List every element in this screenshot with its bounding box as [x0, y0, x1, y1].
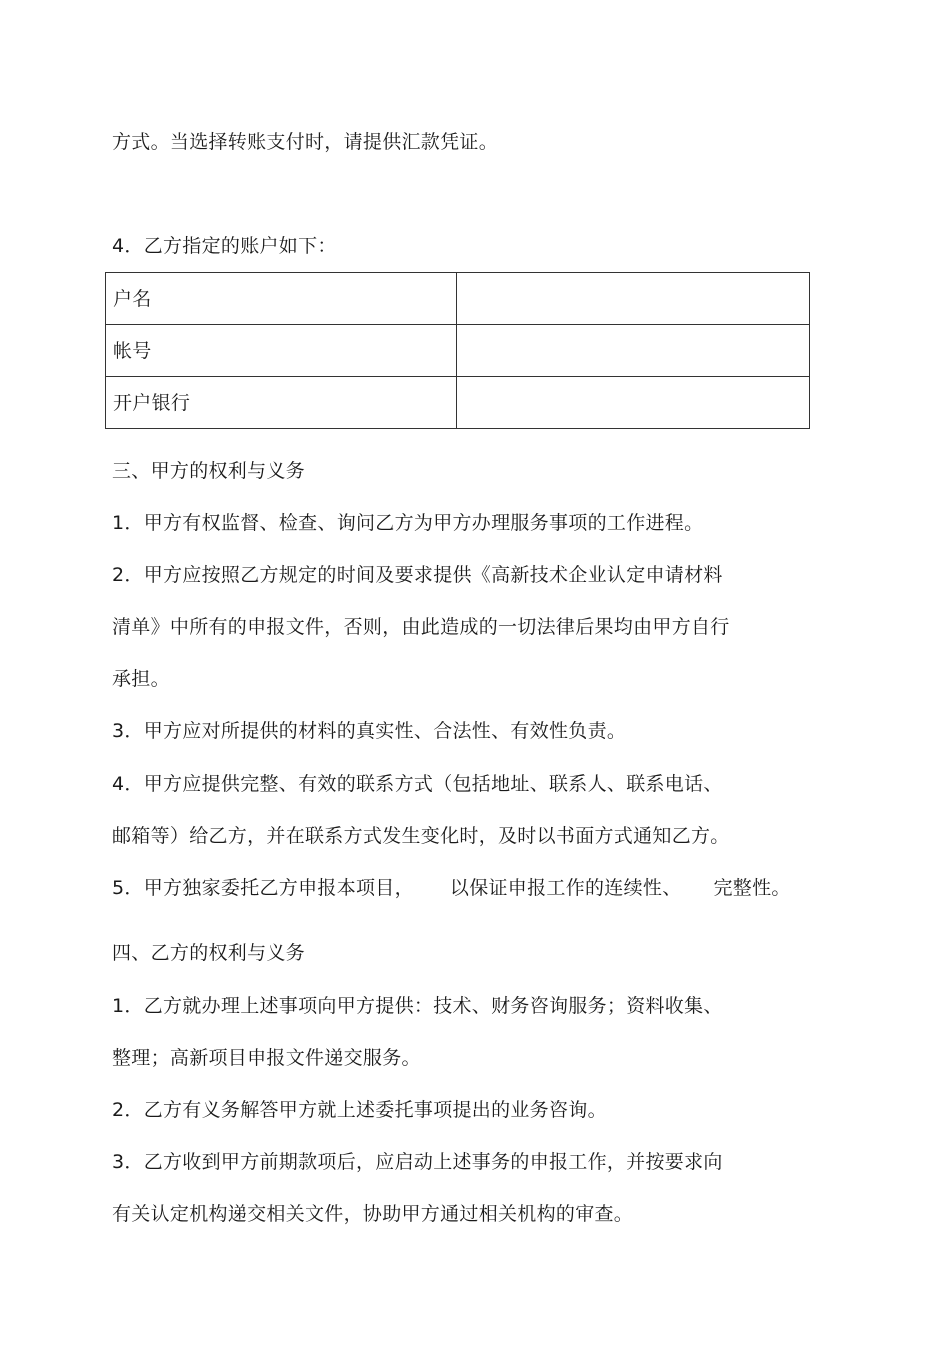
- section-4-heading: 四、乙方的权利与义务: [112, 942, 306, 964]
- section-3-item-4-line-1: 4．甲方应提供完整、有效的联系方式（包括地址、联系人、联系电话、: [112, 773, 723, 795]
- section-3-item-5: [112, 875, 791, 901]
- section-3-item-4-line-2: 邮箱等）给乙方，并在联系方式发生变化时，及时以书面方式通知乙方。: [112, 825, 730, 847]
- section-3-item-5-part-2: 以保证申报工作的连续性、: [449, 877, 682, 899]
- account-name-value: [457, 273, 810, 325]
- table-row: [106, 273, 810, 325]
- table-row: [106, 325, 810, 377]
- account-table: [105, 272, 810, 429]
- account-heading: 4．乙方指定的账户如下：: [112, 235, 337, 257]
- payment-method-line: 方式。当选择转账支付时，请提供汇款凭证。: [112, 131, 499, 153]
- section-3-item-2-line-2: 清单》中所有的申报文件，否则，由此造成的一切法律后果均由甲方自行: [112, 616, 730, 638]
- section-4-item-1-line-2: 整理；高新项目申报文件递交服务。: [112, 1047, 421, 1069]
- section-3-item-5-part-1: 5．甲方独家委托乙方申报本项目，: [112, 877, 414, 899]
- bank-name-label: 开户银行: [106, 377, 457, 429]
- section-3-item-5-part-3: 完整性。: [713, 877, 791, 899]
- table-row: [106, 377, 810, 429]
- section-3-item-2-line-1: 2．甲方应按照乙方规定的时间及要求提供《高新技术企业认定申请材料: [112, 564, 723, 586]
- section-4-item-1-line-1: 1．乙方就办理上述事项向甲方提供：技术、财务咨询服务；资料收集、: [112, 995, 723, 1017]
- section-3-heading: 三、甲方的权利与义务: [112, 460, 306, 482]
- section-4-item-2: 2．乙方有义务解答甲方就上述委托事项提出的业务咨询。: [112, 1099, 607, 1121]
- section-3-item-3: 3．甲方应对所提供的材料的真实性、合法性、有效性负责。: [112, 720, 627, 742]
- account-number-label: 帐号: [106, 325, 457, 377]
- section-3-item-1: 1．甲方有权监督、检查、询问乙方为甲方办理服务事项的工作进程。: [112, 512, 704, 534]
- section-3-item-2-line-3: 承担。: [112, 668, 170, 690]
- bank-name-value: [457, 377, 810, 429]
- section-4-item-3-line-2: 有关认定机构递交相关文件，协助甲方通过相关机构的审查。: [112, 1203, 634, 1225]
- section-4-item-3-line-1: 3．乙方收到甲方前期款项后，应启动上述事务的申报工作，并按要求向: [112, 1151, 723, 1173]
- account-number-value: [457, 325, 810, 377]
- account-name-label: 户名: [106, 273, 457, 325]
